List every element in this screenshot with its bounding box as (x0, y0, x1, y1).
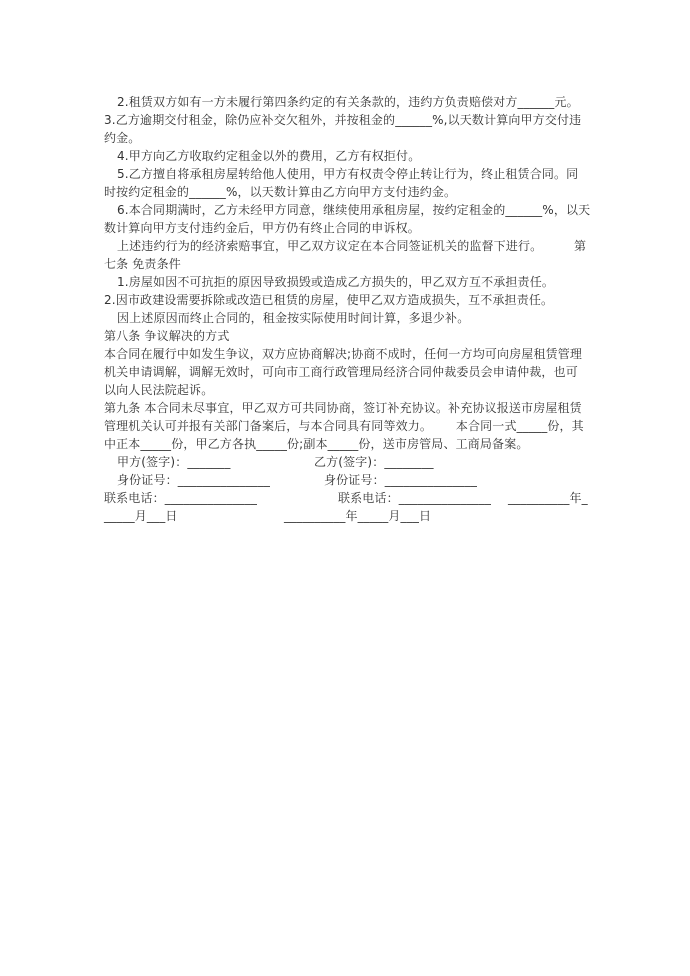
clause-9-body-3: 中正本_____份，甲乙方各执_____份;副本_____份，送市房管局、工商局备案。 (104, 437, 529, 451)
party-b-date: __________年_____月___日 (284, 509, 432, 523)
clause-8-body-1: 本合同在履行中如发生争议，双方应协商解决;协商不成时，任何一方均可向房屋租赁管理 (104, 347, 583, 361)
clause-6-item-5-cont: 时按约定租金的______%，以天数计算由乙方向甲方支付违约金。 (104, 185, 457, 199)
clause-6-item-4: 4.甲方向乙方收取约定租金以外的费用，乙方有权拒付。 (117, 149, 421, 163)
party-a-signature: 甲方(签字)：_______ (117, 455, 231, 469)
party-a-id-number: 身份证号：_______________ (117, 473, 271, 487)
clause-7-item-2: 2.因市政建设需要拆除或改造已租赁的房屋，使甲乙双方造成损失，互不承担责任。 (104, 293, 554, 307)
clause-6-item-5: 5.乙方擅自将承租房屋转给他人使用，甲方有权责令停止转让行为，终止租赁合同。同 (117, 167, 579, 181)
party-a-phone: 联系电话：_______________ (104, 491, 258, 505)
clause-9-body-1: 第九条 本合同未尽事宜，甲乙双方可共同协商，签订补充协议。补充协议报送市房屋租赁 (104, 401, 582, 415)
clause-6-item-2: 2.租赁双方如有一方未履行第四条约定的有关条款的，违约方负责赔偿对方______元。 (117, 95, 579, 109)
clause-6-item-6-cont: 数计算向甲方支付违约金后，甲方仍有终止合同的申诉权。 (104, 221, 420, 235)
clause-6-summary: 上述违约行为的经济索赔事宜，甲乙双方议定在本合同签证机关的监督下进行。 第 (117, 239, 587, 253)
clause-6-item-3-cont: 约金。 (104, 131, 141, 145)
clause-8-heading: 第八条 争议解决的方式 (104, 329, 230, 343)
clause-8-body-2: 机关申请调解，调解无效时，可向市工商行政管理局经济合同仲裁委员会申请仲裁，也可 (104, 365, 578, 379)
party-b-phone: 联系电话：_______________ (338, 491, 492, 505)
clause-7-item-1: 1.房屋如因不可抗拒的原因导致损毁或造成乙方损失的，甲乙双方互不承担责任。 (117, 275, 555, 289)
party-a-date-month-day: _____月___日 (104, 509, 178, 523)
clause-6-item-3: 3.乙方逾期交付租金，除仍应补交欠租外，并按租金的______%,以天数计算向甲方交付违 (104, 113, 582, 127)
clause-7-heading: 七条 免责条件 (104, 257, 181, 271)
party-a-date-year: __________年_ (508, 491, 588, 505)
clause-9-body-2: 管理机关认可并报有关部门备案后，与本合同具有同等效力。 本合同一式_____份，其 (104, 419, 584, 433)
party-b-signature: 乙方(签字)：________ (314, 455, 434, 469)
clause-8-body-3: 以向人民法院起诉。 (104, 383, 214, 397)
party-b-id-number: 身份证号：_______________ (324, 473, 478, 487)
clause-7-note: 因上述原因而终止合同的，租金按实际使用时间计算，多退少补。 (117, 311, 470, 325)
clause-6-item-6: 6.本合同期满时，乙方未经甲方同意，继续使用承租房屋，按约定租金的______%，以天 (117, 203, 591, 217)
